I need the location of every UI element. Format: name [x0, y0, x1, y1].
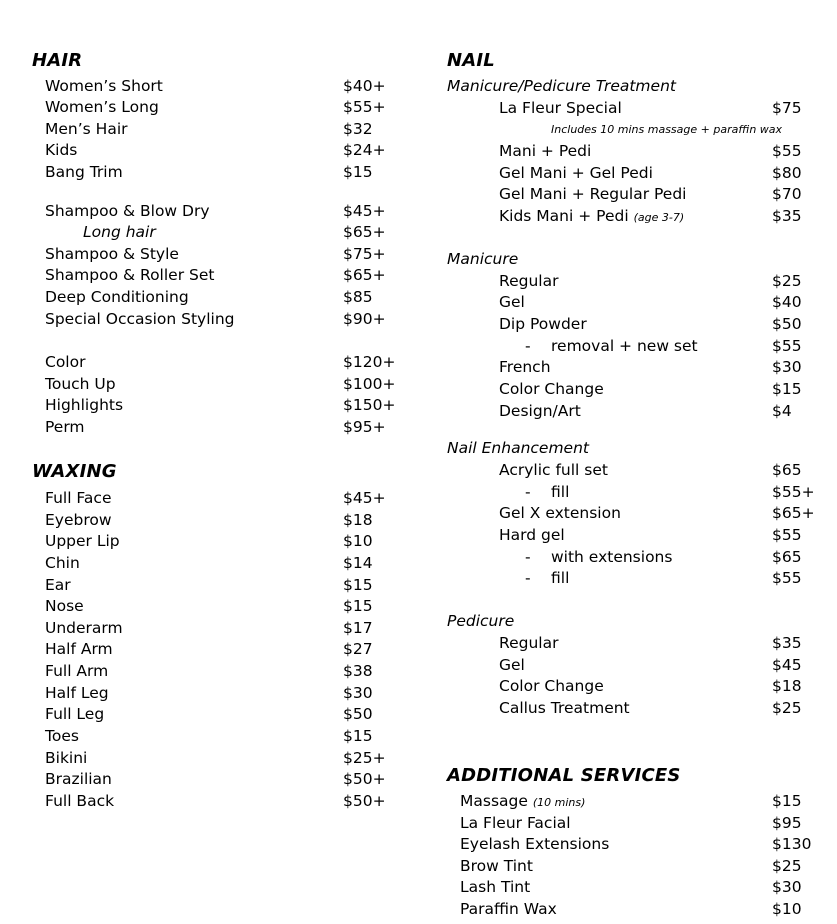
enhancement-item-name: Gel X extension	[499, 504, 621, 522]
additional-item-name: Massage	[460, 792, 528, 810]
mani-pedi-item-row	[499, 207, 684, 227]
waxing-item-name: Underarm	[45, 619, 123, 637]
hair-item-name: Kids	[45, 141, 78, 159]
waxing-item-name: Full Leg	[45, 705, 105, 723]
waxing-item-price: $38	[343, 662, 373, 680]
hair-item-price: $40+	[343, 77, 386, 95]
waxing-item-price: $50+	[343, 770, 386, 788]
mani-pedi-title: Manicure/Pedicure Treatment	[447, 77, 676, 95]
manicure-item-name: Dip Powder	[499, 315, 587, 333]
enhancement-item-name: with extensions	[551, 548, 673, 566]
enhancement-item-price: $65+	[772, 504, 815, 522]
mani-pedi-item-price: $80	[772, 164, 802, 182]
waxing-item-name: Brazilian	[45, 770, 112, 788]
additional-item-name: Brow Tint	[460, 857, 533, 875]
mani-pedi-item-price: $70	[772, 185, 802, 203]
waxing-item-name: Full Back	[45, 792, 115, 810]
pedicure-item-price: $25	[772, 699, 802, 717]
manicure-item-name: Regular	[499, 272, 559, 290]
hair-heading: HAIR	[32, 50, 83, 71]
dash: -	[525, 483, 531, 501]
waxing-item-name: Chin	[45, 554, 80, 572]
additional-item-price: $30	[772, 878, 802, 896]
hair-item-name: Men’s Hair	[45, 120, 128, 138]
manicure-item-price: $25	[772, 272, 802, 290]
waxing-item-name: Bikini	[45, 749, 88, 767]
waxing-item-name: Nose	[45, 597, 84, 615]
waxing-item-name: Ear	[45, 576, 71, 594]
manicure-item-price: $50	[772, 315, 802, 333]
additional-item-price: $25	[772, 857, 802, 875]
hair-item-name: Perm	[45, 418, 85, 436]
additional-heading: ADDITIONAL SERVICES	[447, 765, 681, 786]
additional-item-price: $95	[772, 814, 802, 832]
hair-item-price: $32	[343, 120, 373, 138]
pedicure-item-price: $45	[772, 656, 802, 674]
waxing-item-price: $27	[343, 640, 373, 658]
duration-note: (10 mins)	[532, 796, 586, 809]
manicure-item-name: Gel	[499, 293, 525, 311]
pedicure-item-name: Gel	[499, 656, 525, 674]
manicure-item-price: $15	[772, 380, 802, 398]
mani-pedi-item-price: $75	[772, 99, 802, 117]
additional-item-name: Eyelash Extensions	[460, 835, 610, 853]
hair-item-name: Shampoo & Blow Dry	[45, 202, 210, 220]
pedicure-title: Pedicure	[447, 612, 515, 630]
la-fleur-special-note: Includes 10 mins massage + paraffin wax	[551, 123, 783, 136]
hair-item-price: $95+	[343, 418, 386, 436]
hair-item-name: Long hair	[83, 223, 156, 241]
hair-item-price: $45+	[343, 202, 386, 220]
waxing-item-price: $15	[343, 727, 373, 745]
hair-item-name: Women’s Long	[45, 98, 159, 116]
waxing-item-name: Eyebrow	[45, 511, 112, 529]
mani-pedi-item-name: La Fleur Special	[499, 99, 622, 117]
pedicure-item-name: Regular	[499, 634, 559, 652]
mani-pedi-item-name: Mani + Pedi	[499, 142, 592, 160]
dash: -	[525, 569, 531, 587]
mani-pedi-item-name: Kids Mani + Pedi	[499, 207, 629, 225]
hair-item-price: $150+	[343, 396, 396, 414]
additional-item-price: $10	[772, 900, 802, 918]
hair-item-price: $85	[343, 288, 373, 306]
enhancement-item-price: $55	[772, 526, 802, 544]
enhancement-item-price: $65	[772, 548, 802, 566]
manicure-title: Manicure	[447, 250, 519, 268]
additional-item-price: $130	[772, 835, 812, 853]
hair-item-name: Color	[45, 353, 86, 371]
hair-item-price: $15	[343, 163, 373, 181]
waxing-item-price: $18	[343, 511, 373, 529]
hair-item-price: $24+	[343, 141, 386, 159]
enhancement-item-name: fill	[551, 483, 570, 501]
additional-item-row	[460, 792, 585, 812]
enhancement-item-price: $55	[772, 569, 802, 587]
hair-item-price: $65+	[343, 223, 386, 241]
additional-item-name: Lash Tint	[460, 878, 531, 896]
pedicure-item-name: Color Change	[499, 677, 604, 695]
hair-item-name: Shampoo & Style	[45, 245, 179, 263]
waxing-item-price: $15	[343, 576, 373, 594]
waxing-item-price: $50	[343, 705, 373, 723]
pedicure-item-price: $35	[772, 634, 802, 652]
waxing-item-name: Toes	[45, 727, 79, 745]
waxing-item-name: Half Leg	[45, 684, 109, 702]
waxing-item-name: Upper Lip	[45, 532, 120, 550]
hair-item-name: Women’s Short	[45, 77, 163, 95]
waxing-item-name: Full Face	[45, 489, 112, 507]
waxing-item-price: $50+	[343, 792, 386, 810]
manicure-item-price: $40	[772, 293, 802, 311]
waxing-item-price: $45+	[343, 489, 386, 507]
waxing-item-price: $10	[343, 532, 373, 550]
waxing-item-price: $30	[343, 684, 373, 702]
hair-item-price: $75+	[343, 245, 386, 263]
enhancement-item-name: fill	[551, 569, 570, 587]
enhancement-item-price: $65	[772, 461, 802, 479]
enhancement-item-name: Acrylic full set	[499, 461, 608, 479]
enhancement-title: Nail Enhancement	[447, 439, 589, 457]
manicure-item-name: Color Change	[499, 380, 604, 398]
additional-item-price: $15	[772, 792, 802, 810]
manicure-item-price: $55	[772, 337, 802, 355]
mani-pedi-item-price: $55	[772, 142, 802, 160]
hair-item-name: Shampoo & Roller Set	[45, 266, 215, 284]
waxing-item-price: $15	[343, 597, 373, 615]
manicure-item-price: $4	[772, 402, 792, 420]
waxing-item-name: Full Arm	[45, 662, 109, 680]
nail-heading: NAIL	[447, 50, 495, 71]
enhancement-item-name: Hard gel	[499, 526, 565, 544]
additional-item-name: Paraffin Wax	[460, 900, 557, 918]
waxing-heading: WAXING	[32, 461, 117, 482]
hair-item-price: $120+	[343, 353, 396, 371]
hair-item-price: $55+	[343, 98, 386, 116]
hair-item-price: $65+	[343, 266, 386, 284]
hair-item-name: Highlights	[45, 396, 124, 414]
enhancement-item-price: $55+	[772, 483, 815, 501]
mani-pedi-item-name: Gel Mani + Gel Pedi	[499, 164, 653, 182]
waxing-item-price: $14	[343, 554, 373, 572]
dash: -	[525, 548, 531, 566]
manicure-item-price: $30	[772, 358, 802, 376]
manicure-item-name: Design/Art	[499, 402, 581, 420]
additional-item-name: La Fleur Facial	[460, 814, 571, 832]
waxing-item-name: Half Arm	[45, 640, 113, 658]
hair-item-price: $90+	[343, 310, 386, 328]
mani-pedi-item-name: Gel Mani + Regular Pedi	[499, 185, 687, 203]
manicure-item-name: French	[499, 358, 551, 376]
age-note: (age 3-7)	[633, 211, 685, 224]
hair-item-name: Special Occasion Styling	[45, 310, 235, 328]
hair-item-name: Bang Trim	[45, 163, 123, 181]
manicure-item-name: removal + new set	[551, 337, 698, 355]
hair-item-name: Deep Conditioning	[45, 288, 189, 306]
hair-item-price: $100+	[343, 375, 396, 393]
dash: -	[525, 337, 531, 355]
pedicure-item-name: Callus Treatment	[499, 699, 630, 717]
mani-pedi-item-price: $35	[772, 207, 802, 225]
hair-item-name: Touch Up	[45, 375, 116, 393]
pedicure-item-price: $18	[772, 677, 802, 695]
waxing-item-price: $25+	[343, 749, 386, 767]
waxing-item-price: $17	[343, 619, 373, 637]
